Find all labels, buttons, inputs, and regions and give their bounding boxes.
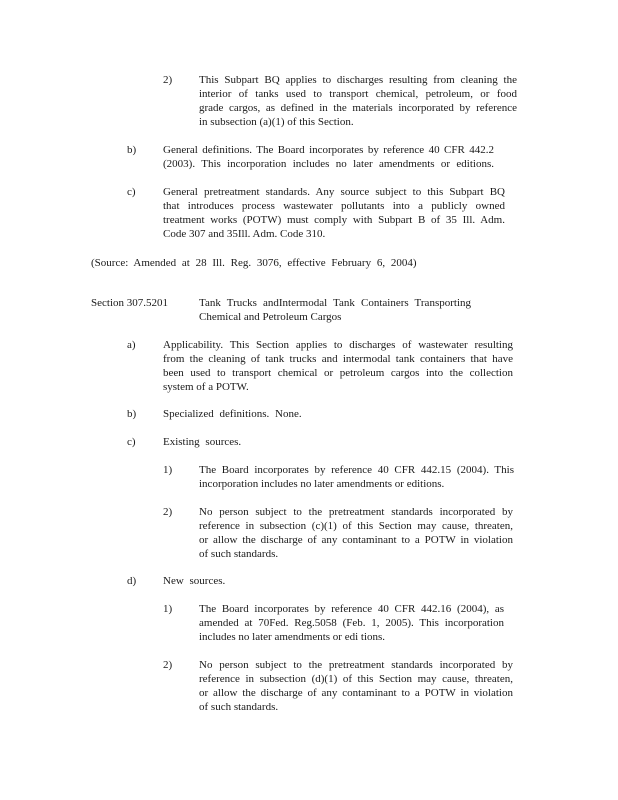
item-label: 2) <box>163 74 173 86</box>
text-line: Code 307 and 35Ill. Adm. Code 310. <box>163 228 326 240</box>
text-line: includes no later amendments or edi tions. <box>199 631 386 643</box>
text-line: of such standards. <box>199 701 279 713</box>
item-label: c) <box>127 436 136 448</box>
paragraph-new-prohibition <box>199 658 513 714</box>
text-line: from the cleaning of tank trucks and intermodal tank containers that have <box>163 353 513 365</box>
paragraph-general-definitions <box>163 143 494 171</box>
text-line: interior of tanks used to transport chemical, petroleum, or food <box>199 88 517 100</box>
text-line: General pretreatment standards. Any source subject to this Subpart BQ <box>163 186 505 198</box>
paragraph-specialized-definitions: Specialized definitions. None. <box>163 408 302 420</box>
item-label: c) <box>127 186 136 198</box>
item-label: 1) <box>163 464 173 476</box>
text-line: that introduces process wastewater pollutants into a publicly owned <box>163 200 505 212</box>
heading-new-sources: New sources. <box>163 575 226 587</box>
text-line: Applicability. This Section applies to discharges of wastewater resulting <box>163 339 513 351</box>
text-line: reference in subsection (d)(1) of this Section may cause, threaten, <box>199 673 513 685</box>
paragraph-existing-incorporation <box>199 463 514 491</box>
item-label: 2) <box>163 659 173 671</box>
item-label: b) <box>127 144 137 156</box>
text-line: reference in subsection (c)(1) of this Section may cause, threaten, <box>199 520 513 532</box>
text-line: amended at 70Fed. Reg.5058 (Feb. 1, 2005). This incorporation <box>199 617 504 629</box>
text-line: of such standards. <box>199 548 279 560</box>
text-line: treatment works (POTW) must comply with Subpart B of 35 Ill. Adm. <box>163 214 505 226</box>
text-line: The Board incorporates by reference 40 CFR 442.16 (2004), as <box>199 603 504 615</box>
heading-existing-sources: Existing sources. <box>163 436 242 448</box>
section-title-line: Chemical and Petroleum Cargos <box>199 311 342 323</box>
text-line: General definitions. The Board incorporates by reference 40 CFR 442.2 <box>163 144 494 156</box>
text-line: grade cargos, as defined in the materials incorporated by reference <box>199 102 517 114</box>
text-line: or allow the discharge of any contaminant to a POTW in violation <box>199 534 513 546</box>
section-title-line: Tank Trucks andIntermodal Tank Containers Transporting <box>199 297 471 309</box>
text-line: (2003). This incorporation includes no later amendments or editions. <box>163 158 494 170</box>
paragraph-applicability <box>163 338 513 394</box>
item-label: 2) <box>163 506 173 518</box>
paragraph-general-pretreatment <box>163 185 505 241</box>
source-note: (Source: Amended at 28 Ill. Reg. 3076, effective February 6, 2004) <box>91 257 417 269</box>
text-line: in subsection (a)(1) of this Section. <box>199 116 354 128</box>
item-label: d) <box>127 575 137 587</box>
item-label: b) <box>127 408 137 420</box>
text-line: No person subject to the pretreatment standards incorporated by <box>199 659 513 671</box>
section-title <box>199 296 471 324</box>
item-label: 1) <box>163 603 173 615</box>
text-line: No person subject to the pretreatment standards incorporated by <box>199 506 513 518</box>
text-line: or allow the discharge of any contaminant to a POTW in violation <box>199 687 513 699</box>
paragraph-new-incorporation <box>199 602 504 644</box>
paragraph-existing-prohibition <box>199 505 513 561</box>
text-line: system of a POTW. <box>163 381 249 393</box>
text-line: been used to transport chemical or petroleum cargos into the collection <box>163 367 513 379</box>
text-line: This Subpart BQ applies to discharges resulting from cleaning the <box>199 74 517 86</box>
item-label: a) <box>127 339 136 351</box>
text-line: The Board incorporates by reference 40 CFR 442.15 (2004). This <box>199 464 514 476</box>
paragraph-applicability-subpart <box>199 73 517 129</box>
text-line: incorporation includes no later amendments or editions. <box>199 478 445 490</box>
section-number: Section 307.5201 <box>91 297 168 309</box>
